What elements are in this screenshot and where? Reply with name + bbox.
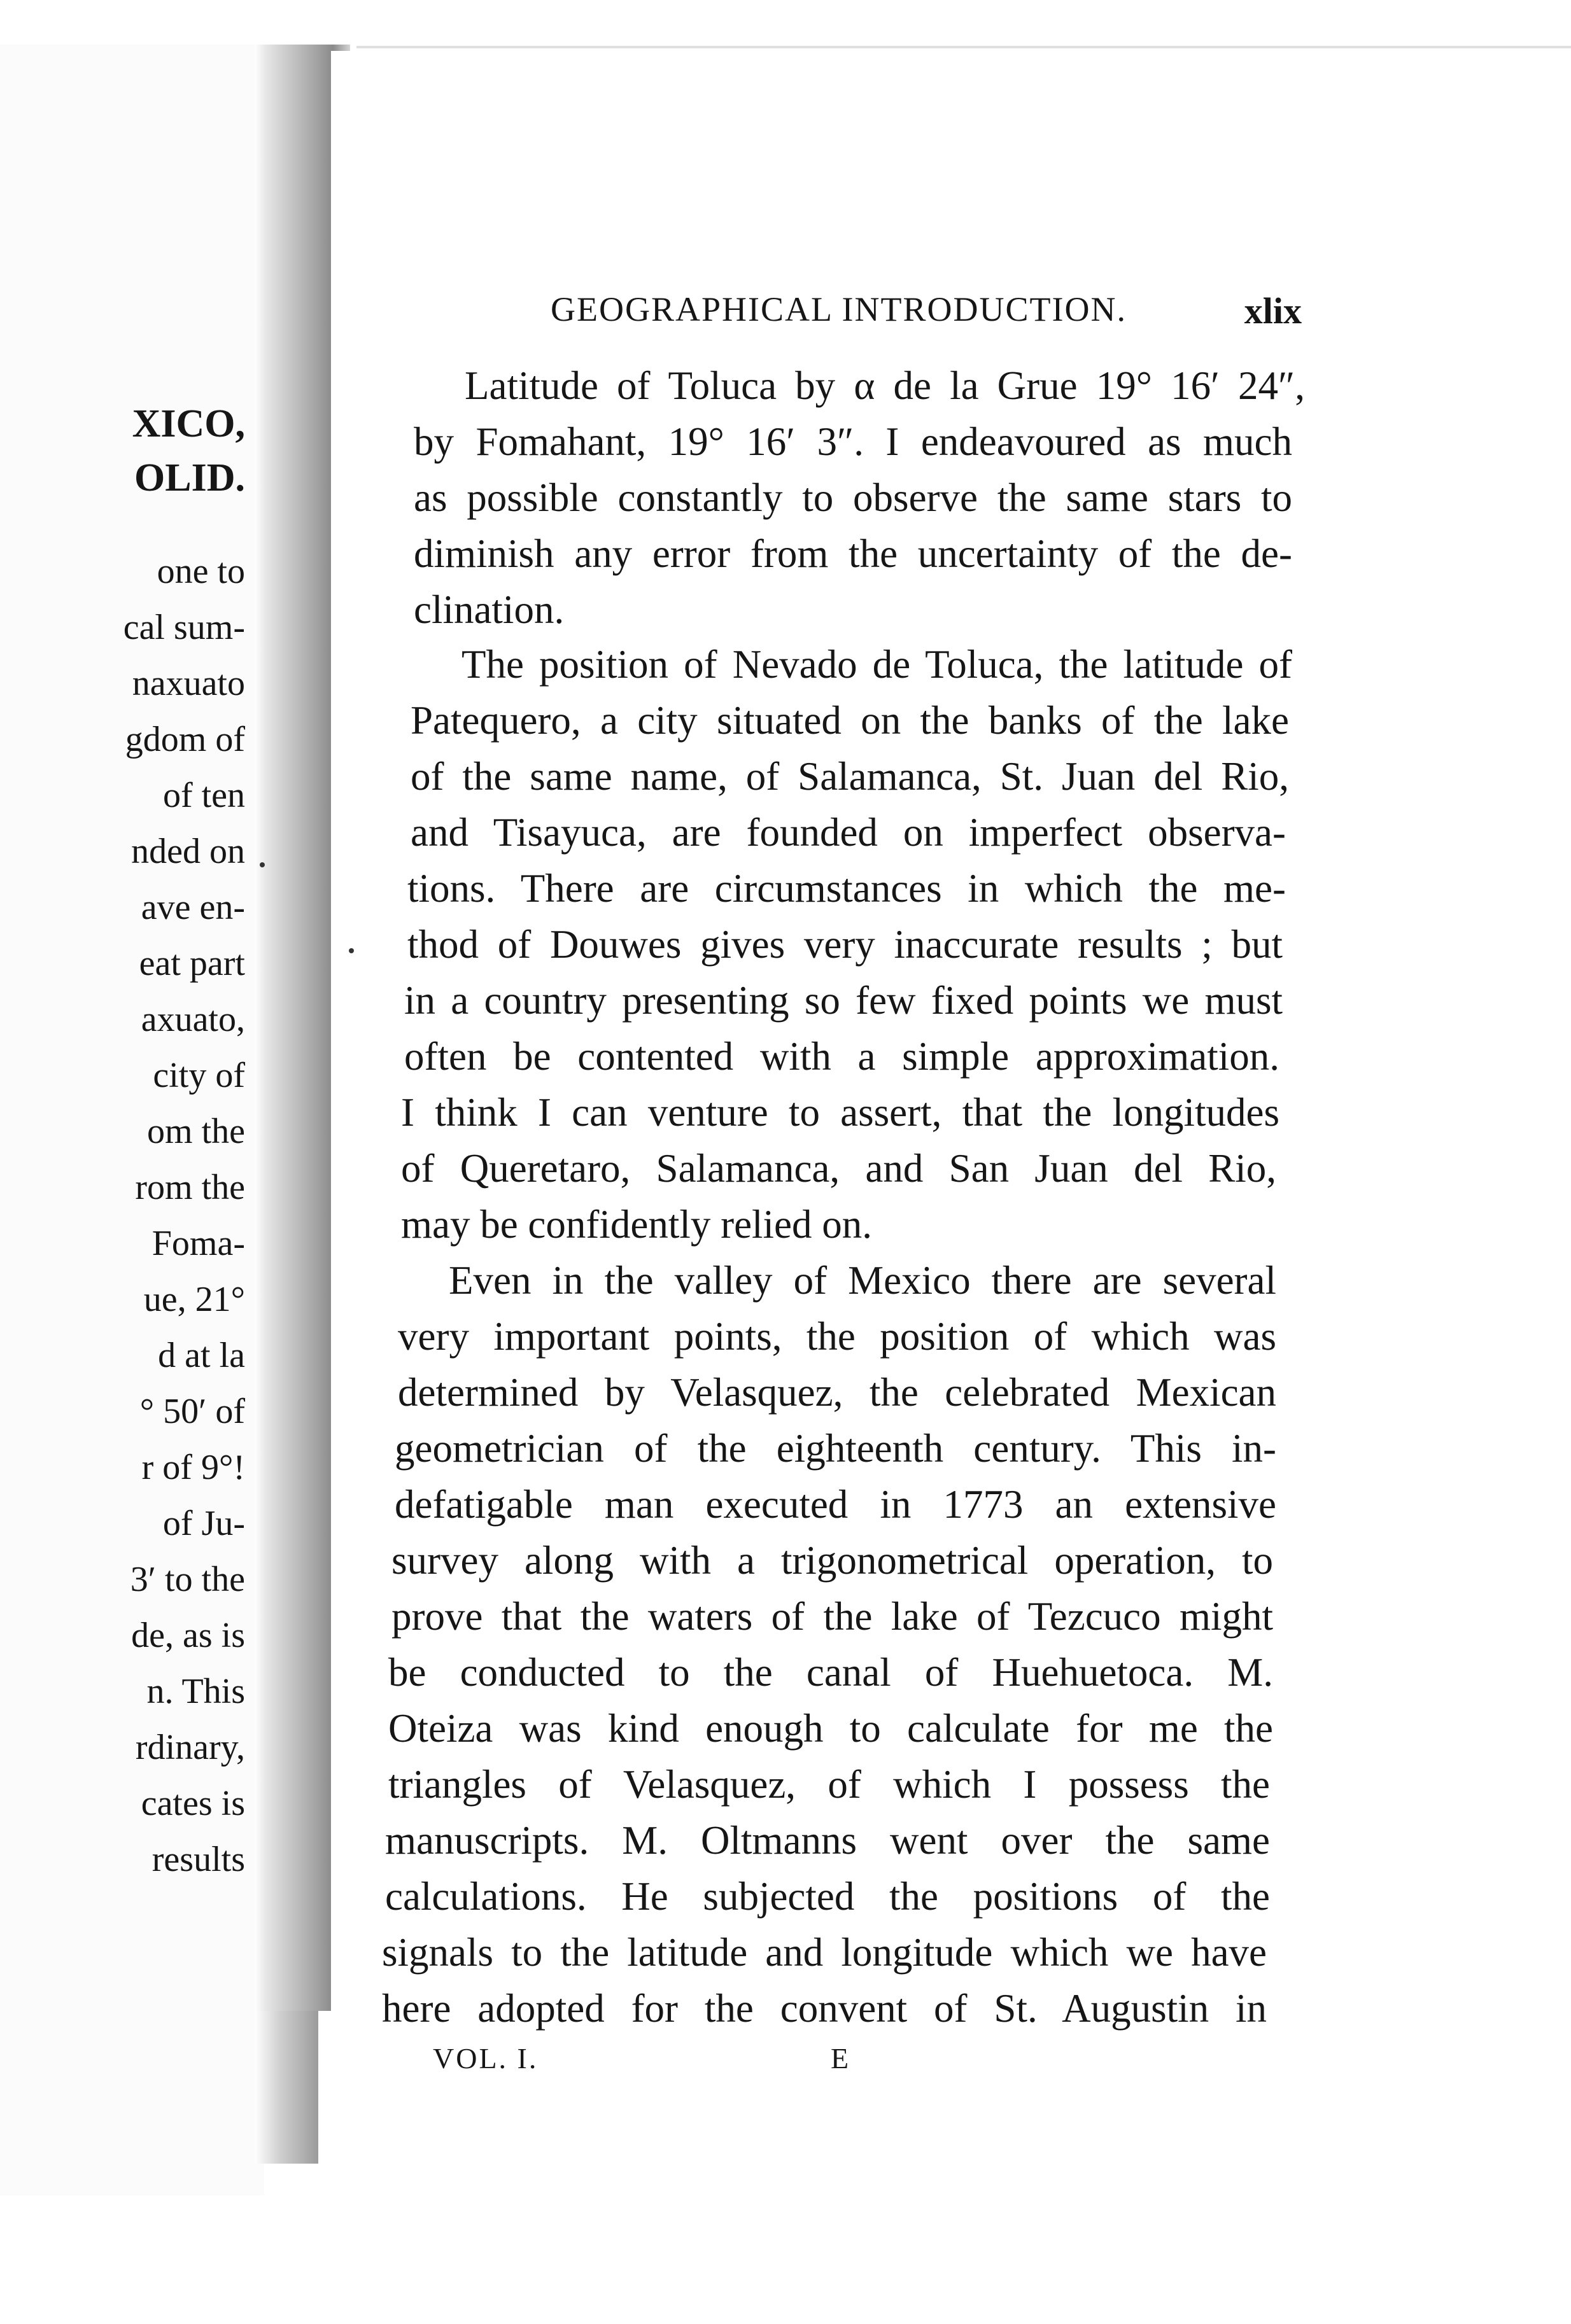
- body-line: I think I can venture to assert, that the longitudes: [401, 1090, 1279, 1135]
- body-line: of the same name, of Salamanca, St. Juan del Rio,: [411, 754, 1289, 799]
- left-page-line: rom the: [135, 1168, 245, 1207]
- volume-signature: VOL. I.: [433, 2042, 539, 2075]
- left-page-line: ave en-: [141, 888, 245, 927]
- body-line: as possible constantly to observe the same stars to: [414, 475, 1292, 520]
- body-line: Oteiza was kind enough to calculate for me the: [388, 1706, 1273, 1751]
- left-page-line: cates is: [141, 1784, 245, 1823]
- left-page-line: XICO,: [132, 402, 245, 445]
- left-page-line: gdom of: [125, 720, 245, 759]
- left-page-line: rdinary,: [135, 1728, 245, 1767]
- body-line: calculations. He subjected the positions of the: [385, 1874, 1270, 1919]
- body-line: by Fomahant, 19° 16′ 3″. I endeavoured as much: [414, 419, 1292, 464]
- left-page-line: of Ju-: [162, 1504, 245, 1543]
- left-page-line: nded on: [131, 832, 245, 871]
- left-page-line: ° 50′ of: [139, 1392, 245, 1431]
- body-line: defatigable man executed in 1773 an extensive: [395, 1482, 1276, 1527]
- body-line: Latitude of Toluca by α de la Grue 19° 16′ 24″,: [465, 363, 1305, 408]
- left-page-line: d at la: [158, 1336, 245, 1375]
- left-page-line: Foma-: [151, 1224, 245, 1263]
- body-line: in a country presenting so few fixed points we must: [404, 978, 1283, 1023]
- left-page-line: axuato,: [141, 1000, 245, 1039]
- page-number: xlix: [1244, 290, 1302, 332]
- body-line: very important points, the position of which was: [398, 1314, 1276, 1359]
- speck-mark: [349, 948, 354, 953]
- left-page-line: results: [151, 1840, 245, 1879]
- body-line: The position of Nevado de Toluca, the latitude of: [461, 642, 1292, 687]
- running-header-title: GEOGRAPHICAL INTRODUCTION.: [551, 290, 1127, 328]
- body-line: triangles of Velasquez, of which I possess the: [388, 1762, 1270, 1807]
- book-spine-shadow-lower: [255, 2011, 318, 2164]
- body-line: manuscripts. M. Oltmanns went over the same: [385, 1818, 1270, 1863]
- page-top-edge: [356, 46, 1571, 48]
- body-line: thod of Douwes gives very inaccurate results ; but: [407, 922, 1283, 967]
- speck-mark: [260, 862, 265, 867]
- body-line: diminish any error from the uncertainty of the de-: [414, 531, 1292, 576]
- left-page: [0, 45, 264, 2195]
- left-page-line: om the: [147, 1112, 245, 1151]
- body-line: Even in the valley of Mexico there are several: [449, 1258, 1276, 1303]
- body-line: signals to the latitude and longitude which we have: [382, 1930, 1267, 1975]
- left-page-line: cal sum-: [123, 608, 245, 647]
- left-page-line: of ten: [162, 776, 245, 815]
- body-line: often be contented with a simple approximation.: [404, 1034, 1279, 1079]
- body-line: survey along with a trigonometrical operation, to: [391, 1538, 1273, 1583]
- left-page-line: de, as is: [131, 1616, 245, 1655]
- left-page-line: 3′ to the: [130, 1560, 245, 1599]
- body-line: prove that the waters of the lake of Tezcuco might: [391, 1594, 1273, 1639]
- body-line: geometrician of the eighteenth century. This in-: [395, 1426, 1276, 1471]
- left-page-line: ue, 21°: [143, 1280, 245, 1319]
- gathering-signature: E: [831, 2042, 849, 2075]
- body-line: may be confidently relied on.: [401, 1202, 873, 1247]
- running-header: [551, 290, 1302, 332]
- body-line: clination.: [414, 587, 565, 632]
- left-page-line: city of: [153, 1056, 245, 1095]
- left-page-line: r of 9°!: [141, 1448, 245, 1487]
- left-page-line: eat part: [139, 944, 245, 983]
- left-page-line: naxuato: [132, 664, 245, 703]
- body-line: here adopted for the convent of St. Augustin in: [382, 1986, 1267, 2031]
- body-line: and Tisayuca, are founded on imperfect observa-: [411, 810, 1286, 855]
- left-page-line: one to: [157, 552, 245, 591]
- body-line: tions. There are circumstances in which the me-: [407, 866, 1286, 911]
- body-line: Patequero, a city situated on the banks of the lake: [411, 698, 1289, 743]
- body-line: be conducted to the canal of Huehuetoca. M.: [388, 1650, 1273, 1695]
- left-page-line: n. This: [146, 1672, 245, 1711]
- left-page-line: OLID.: [134, 456, 245, 500]
- body-line: of Queretaro, Salamanca, and San Juan del Rio,: [401, 1146, 1276, 1191]
- body-line: determined by Velasquez, the celebrated Mexican: [398, 1370, 1276, 1415]
